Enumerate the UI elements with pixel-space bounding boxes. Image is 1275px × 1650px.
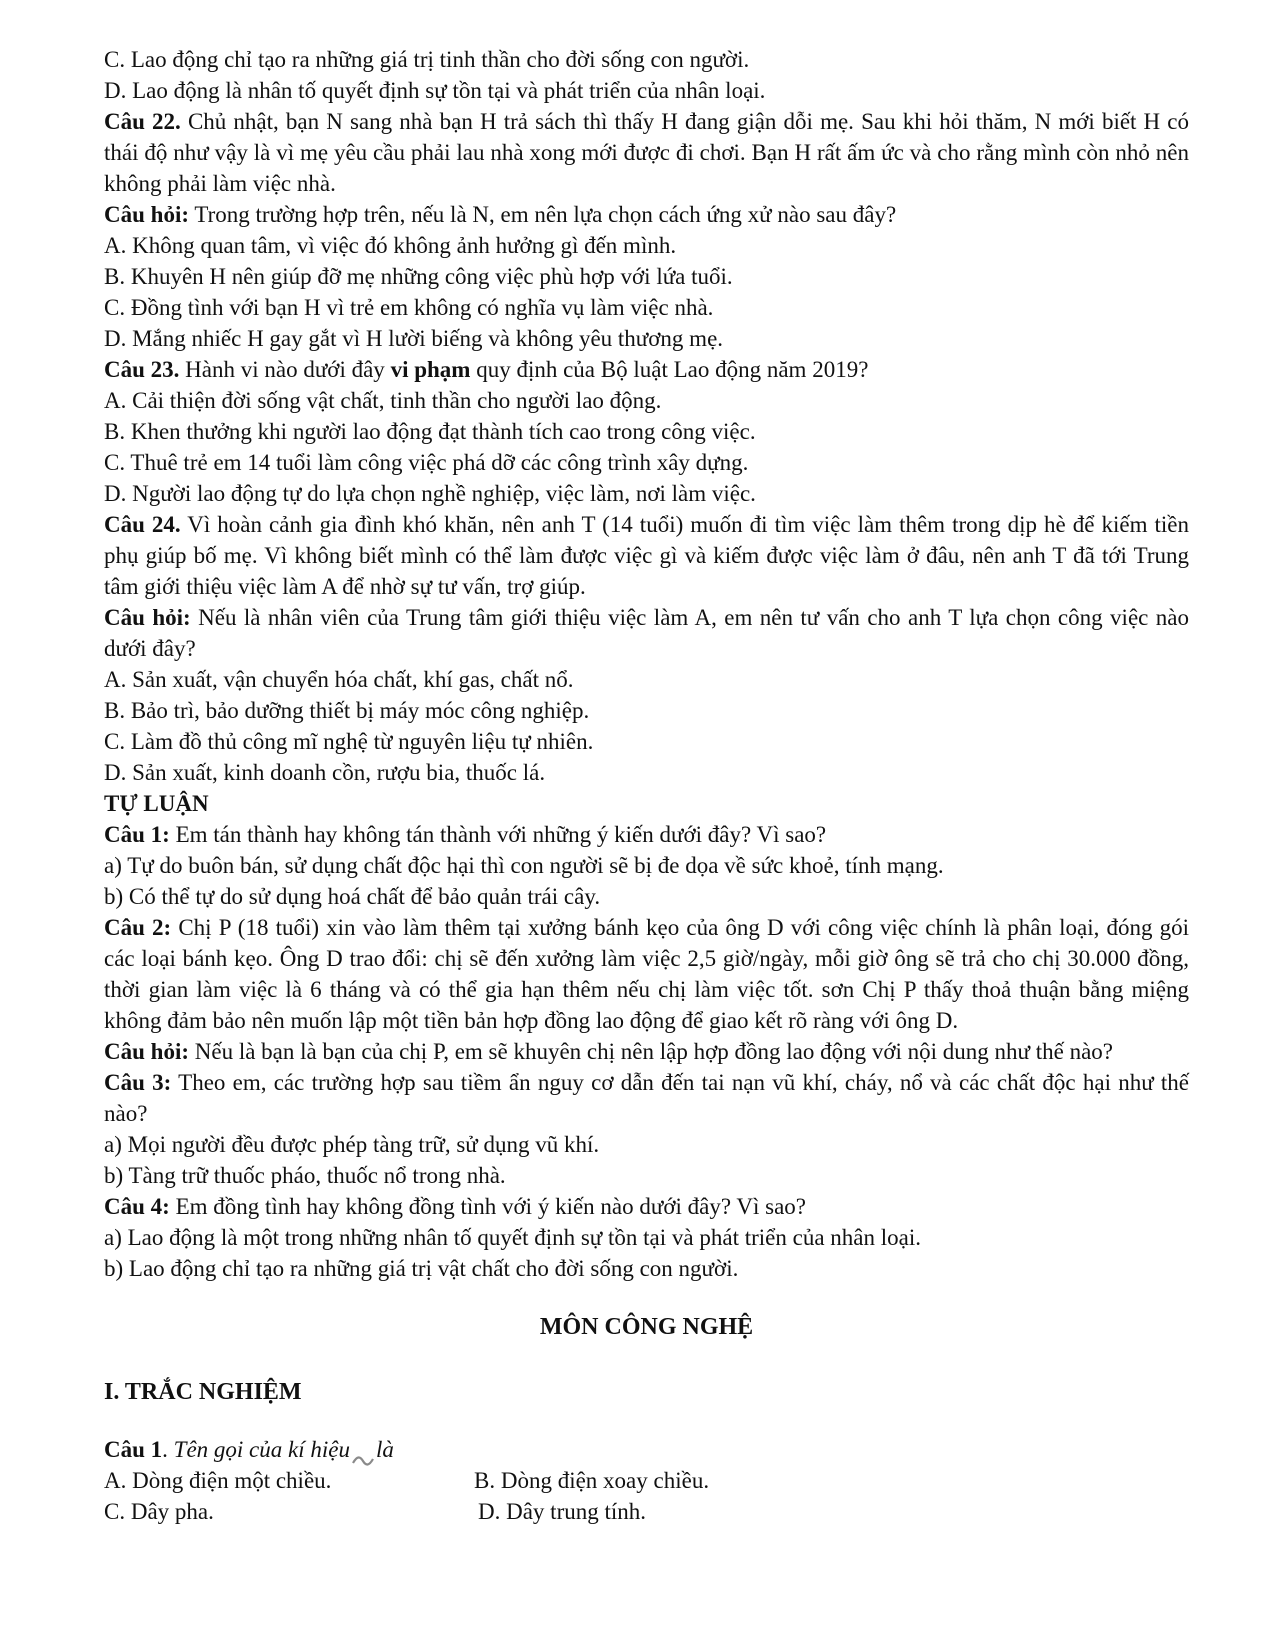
subject-title: MÔN CÔNG NGHỆ	[539, 1314, 754, 1340]
question-23-option-d: D. Người lao động tự do lựa chọn nghề nghiệp, việc làm, nơi làm việc.	[104, 481, 756, 506]
tech-question-1-dot: .	[162, 1437, 168, 1462]
question-22-prompt-label: Câu hỏi:	[104, 202, 189, 227]
essay-question-4	[104, 1191, 1189, 1222]
essay-question-4-label: Câu 4:	[104, 1194, 170, 1219]
question-23-text-bold: vi phạm	[390, 357, 471, 382]
essay-question-4-b: b) Lao động chỉ tạo ra những giá trị vật chất cho đời sống con người.	[104, 1256, 739, 1281]
question-23	[104, 354, 1189, 385]
question-24-option-a: A. Sản xuất, vận chuyển hóa chất, khí gas, chất nổ.	[104, 667, 574, 692]
essay-question-2-label: Câu 2:	[104, 915, 172, 940]
essay-question-1-text: Em tán thành hay không tán thành với những ý kiến dưới đây? Vì sao?	[175, 822, 827, 847]
question-24-option-c: C. Làm đồ thủ công mĩ nghệ từ nguyên liệu tự nhiên.	[104, 729, 594, 754]
question-22	[104, 106, 1189, 199]
question-24-label: Câu 24.	[104, 512, 181, 537]
essay-question-1	[104, 819, 1189, 850]
tech-question-1-text-after: là	[375, 1437, 394, 1462]
question-23-option-c: C. Thuê trẻ em 14 tuổi làm công việc phá dỡ các công trình xây dựng.	[104, 450, 749, 475]
question-24-option-b: B. Bảo trì, bảo dưỡng thiết bị máy móc công nghiệp.	[104, 698, 590, 723]
essay-question-1-a: a) Tự do buôn bán, sử dụng chất độc hại thì con người sẽ bị đe dọa về sức khoẻ, tính mạng.	[104, 853, 944, 878]
question-22-text: Chủ nhật, bạn N sang nhà bạn H trả sách thì thấy H đang giận dỗi mẹ. Sau khi hỏi thăm, N mới biết H có thái độ như vậy là vì mẹ yêu cầu phải lau nhà xong mới được đi chơi. Bạn H rất ấm ức và cho rằng mình còn nhỏ nên không phải làm việc nhà.	[104, 109, 1190, 196]
essay-question-3-text: Theo em, các trường hợp sau tiềm ẩn nguy cơ dẫn đến tai nạn vũ khí, cháy, nổ và các chất độc hại như thế nào?	[104, 1070, 1189, 1126]
question-22-prompt-text: Trong trường hợp trên, nếu là N, em nên lựa chọn cách ứng xử nào sau đây?	[194, 202, 897, 227]
essay-question-3-a: a) Mọi người đều được phép tàng trữ, sử dụng vũ khí.	[104, 1132, 600, 1157]
question-22-label: Câu 22.	[104, 109, 181, 134]
essay-question-2-prompt-text: Nếu là bạn là bạn của chị P, em sẽ khuyên chị nên lập hợp đồng lao động với nội dung như thế nào?	[194, 1039, 1113, 1064]
section-heading: I. TRẮC NGHIỆM	[104, 1379, 302, 1405]
question-22-prompt	[104, 199, 1189, 230]
essay-question-2-text: Chị P (18 tuổi) xin vào làm thêm tại xưởng bánh kẹo của ông D với công việc chính là phân loại, đóng gói các loại bánh kẹo. Ông D trao đổi: chị sẽ đến xưởng làm việc 2,5 giờ/ngày, mỗi giờ ông sẽ trả cho chị 30.000 đồng, thời gian làm việc là 6 tháng và có thể gia hạn thêm nếu chị làm việc tốt. sơn Chị P thấy thoả thuận bằng miệng không đảm bảo nên muốn lập một tiền bản hợp đồng lao động để giao kết rõ ràng với ông D.	[104, 915, 1189, 1033]
tech-question-1-label: Câu 1	[104, 1437, 163, 1462]
tu-luan-heading: TỰ LUẬN	[104, 791, 209, 816]
tech-question-1-option-d: D. Dây trung tính.	[478, 1499, 647, 1524]
essay-question-1-label: Câu 1:	[104, 822, 170, 847]
question-22-option-c: C. Đồng tình với bạn H vì trẻ em không có nghĩa vụ làm việc nhà.	[104, 295, 714, 320]
question-22-option-d: D. Mắng nhiếc H gay gắt vì H lười biếng và không yêu thương mẹ.	[104, 326, 724, 351]
essay-question-1-b: b) Có thể tự do sử dụng hoá chất để bảo quản trái cây.	[104, 884, 601, 909]
question-23-text-before: Hành vi nào dưới đây	[185, 357, 385, 382]
essay-question-3	[104, 1067, 1189, 1129]
ac-current-symbol-icon	[352, 1445, 374, 1459]
essay-question-2-prompt	[104, 1036, 1189, 1067]
question-24-prompt-label: Câu hỏi:	[104, 605, 191, 630]
question-23-option-a: A. Cải thiện đời sống vật chất, tinh thần cho người lao động.	[104, 388, 662, 413]
tech-question-1-options-row-1	[104, 1465, 1189, 1496]
question-24-text: Vì hoàn cảnh gia đình khó khăn, nên anh T (14 tuổi) muốn đi tìm việc làm thêm trong dịp hè để kiếm tiền phụ giúp bố mẹ. Vì không biết mình có thể làm được việc gì và kiếm được việc làm ở đâu, nên anh T đã tới Trung tâm giới thiệu việc làm A để nhờ sự tư vấn, trợ giúp.	[104, 512, 1189, 599]
tech-question-1-option-c: C. Dây pha.	[104, 1499, 214, 1524]
essay-question-3-label: Câu 3:	[104, 1070, 172, 1095]
tech-question-1-option-a: A. Dòng điện một chiều.	[104, 1468, 332, 1493]
tech-question-1-option-b: B. Dòng điện xoay chiều.	[474, 1468, 710, 1493]
essay-question-3-b: b) Tàng trữ thuốc pháo, thuốc nổ trong nhà.	[104, 1163, 506, 1188]
question-23-label: Câu 23.	[104, 357, 180, 382]
question-24	[104, 509, 1189, 602]
tech-question-1-options-row-2	[104, 1496, 1189, 1527]
question-24-option-d: D. Sản xuất, kinh doanh cồn, rượu bia, thuốc lá.	[104, 760, 546, 785]
question-23-text-after: quy định của Bộ luật Lao động năm 2019?	[476, 357, 869, 382]
prev-option-c: C. Lao động chỉ tạo ra những giá trị tinh thần cho đời sống con người.	[104, 47, 750, 72]
essay-question-2-prompt-label: Câu hỏi:	[104, 1039, 189, 1064]
question-22-option-b: B. Khuyên H nên giúp đỡ mẹ những công việc phù hợp với lứa tuổi.	[104, 264, 733, 289]
essay-question-4-text: Em đồng tình hay không đồng tình với ý kiến nào dưới đây? Vì sao?	[175, 1194, 807, 1219]
essay-question-4-a: a) Lao động là một trong những nhân tố quyết định sự tồn tại và phát triển của nhân loại.	[104, 1225, 921, 1250]
question-24-prompt	[104, 602, 1189, 664]
document-page	[104, 44, 1189, 1527]
question-24-prompt-text: Nếu là nhân viên của Trung tâm giới thiệu việc làm A, em nên tư vấn cho anh T lựa chọn công việc nào dưới đây?	[104, 605, 1190, 661]
tech-question-1-text-before: Tên gọi của kí hiệu	[173, 1437, 350, 1462]
question-23-option-b: B. Khen thưởng khi người lao động đạt thành tích cao trong công việc.	[104, 419, 756, 444]
question-22-option-a: A. Không quan tâm, vì việc đó không ảnh hưởng gì đến mình.	[104, 233, 677, 258]
essay-question-2	[104, 912, 1189, 1036]
tech-question-1	[104, 1434, 1189, 1465]
prev-option-d: D. Lao động là nhân tố quyết định sự tồn tại và phát triển của nhân loại.	[104, 78, 766, 103]
